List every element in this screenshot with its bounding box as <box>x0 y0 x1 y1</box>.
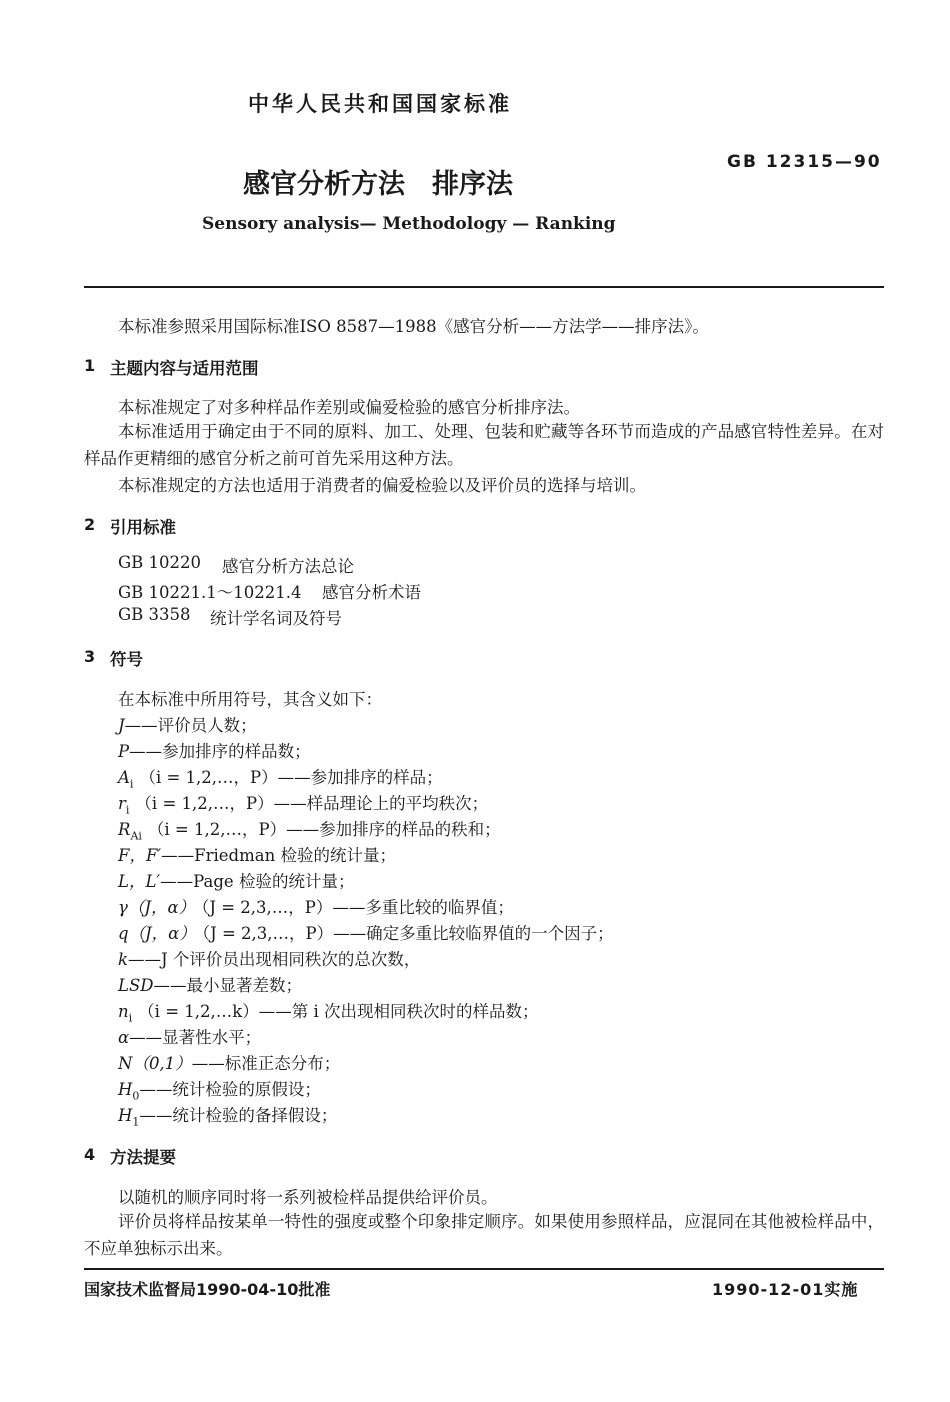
symbol-description: ——参加排序的样品数； <box>129 742 311 761</box>
footer-rule <box>84 1268 884 1270</box>
symbol-condition: （i = 1,2,…，P） <box>135 794 274 813</box>
symbol: L，L′ <box>118 872 161 891</box>
symbol-subscript: Ai <box>130 829 142 843</box>
symbol-description: ——第 i 次出现相同秩次时的样品数； <box>258 1002 539 1021</box>
symbol-entry <box>118 920 614 944</box>
section-1-paragraph: 本标准规定的方法也适用于消费者的偏爱检验以及评价员的选择与培训。 <box>118 476 646 495</box>
document-title-cn: 感官分析方法 排序法 <box>243 169 513 200</box>
document-title-en: Sensory analysis— Methodology — Ranking <box>202 214 616 234</box>
symbol-description: ——统计检验的原假设； <box>139 1080 321 1099</box>
section-1-paragraph: 本标准适用于确定由于不同的原料、加工、处理、包装和贮藏等各环节而造成的产品感官特性差异。在对样品作更精细的感官分析之前可首先采用这种方法。 <box>84 422 884 468</box>
symbol-entry <box>118 1024 261 1048</box>
symbol-description: ——确定多重比较临界值的一个因子； <box>333 924 614 943</box>
symbol-condition: （J = 2,3,…，P） <box>201 898 333 917</box>
symbol: γ（J，α） <box>118 898 196 917</box>
header-rule <box>84 286 884 288</box>
section-1-number: 1 <box>84 356 96 375</box>
symbol: H <box>118 1106 133 1125</box>
symbol-entry <box>118 816 501 842</box>
symbol-subscript: 1 <box>132 1115 140 1129</box>
effective-date: 1990-12-01实施 <box>712 1280 859 1299</box>
symbol-description: ——统计检验的备择假设； <box>139 1106 338 1125</box>
symbol-entry <box>118 946 420 970</box>
symbol-entry <box>118 894 514 918</box>
symbols-lead: 在本标准中所用符号，其含义如下： <box>118 690 382 709</box>
symbol: α <box>118 1028 130 1047</box>
symbol: J <box>118 716 125 735</box>
section-2-number: 2 <box>84 515 96 534</box>
symbol: H <box>118 1080 133 1099</box>
section-1-paragraph: 本标准规定了对多种样品作差别或偏爱检验的感官分析排序法。 <box>118 398 580 417</box>
standard-code: GB 12315—90 <box>727 152 882 172</box>
symbol-description: ——评价员人数； <box>124 716 257 735</box>
reference-code: GB 10221.1～10221.4 <box>118 583 302 602</box>
symbol-description: ——Friedman 检验的统计量； <box>161 846 396 865</box>
symbol: n <box>118 1002 129 1021</box>
symbol-entry <box>118 712 257 736</box>
symbol-subscript: i <box>129 777 134 791</box>
symbol: LSD <box>118 976 154 995</box>
symbol-subscript: i <box>128 1011 133 1025</box>
symbol-description: ——样品理论上的平均秩次； <box>273 794 489 813</box>
symbol-entry <box>118 998 539 1024</box>
symbol: q（J，α） <box>118 924 196 943</box>
symbol-entry <box>118 1076 321 1102</box>
symbol-condition: （i = 1,2,…k） <box>138 1002 259 1021</box>
symbol-description: ——多重比较的临界值； <box>332 898 514 917</box>
section-4-paragraph: 以随机的顺序同时将一系列被检样品提供给评价员。 <box>118 1188 498 1207</box>
reference-name: 感官分析方法总论 <box>222 557 354 576</box>
symbol: A <box>118 768 130 787</box>
symbol-subscript: 0 <box>132 1089 140 1103</box>
symbol-entry <box>118 868 354 892</box>
symbol-condition: （i = 1,2,…，P） <box>139 768 278 787</box>
symbol: P <box>118 742 130 761</box>
symbol-description: ——显著性水平； <box>129 1028 262 1047</box>
symbol-description: ——参加排序的样品； <box>277 768 443 787</box>
symbol-entry <box>118 1102 337 1128</box>
symbol-entry <box>118 1050 340 1074</box>
symbol-subscript: i <box>125 803 130 817</box>
symbol-entry <box>118 790 488 816</box>
reference-code: GB 10220 <box>118 553 202 572</box>
symbol: r <box>118 794 126 813</box>
symbol-description: ——最小显著差数； <box>153 976 302 995</box>
symbol: F，F′ <box>118 846 162 865</box>
symbol-description: ——Page 检验的统计量； <box>160 872 355 891</box>
symbol: R <box>118 820 131 839</box>
reference-name: 统计学名词及符号 <box>210 609 342 628</box>
symbol-entry <box>118 972 302 996</box>
approval-note: 国家技术监督局1990-04-10批准 <box>84 1280 331 1299</box>
section-2-title: 引用标准 <box>110 518 176 537</box>
section-4-number: 4 <box>84 1145 96 1164</box>
intro-text: 本标准参照采用国际标准ISO 8587—1988《感官分析——方法学——排序法》。 <box>118 317 709 336</box>
section-3-title: 符号 <box>110 650 143 669</box>
symbol-description: ——标准正态分布； <box>191 1054 341 1073</box>
symbol-condition: （i = 1,2,…，P） <box>147 820 287 839</box>
section-4-title: 方法提要 <box>110 1148 176 1167</box>
reference-name: 感官分析术语 <box>322 583 421 602</box>
section-4-paragraph: 评价员将样品按某单一特性的强度或整个印象排定顺序。如果使用参照样品，应混同在其他被检样品中，不应单独标示出来。 <box>84 1212 884 1258</box>
section-3-number: 3 <box>84 647 96 666</box>
symbol-description: ——J 个评价员出现相同秩次的总次数， <box>128 950 421 969</box>
symbol-entry <box>118 738 311 762</box>
national-standard-heading: 中华人民共和国国家标准 <box>248 92 512 116</box>
symbol-description: ——参加排序的样品的秩和； <box>286 820 501 839</box>
symbol-entry <box>118 764 443 790</box>
symbol: N（0,1） <box>118 1054 192 1073</box>
symbol: k <box>118 950 128 969</box>
symbol-entry <box>118 842 396 866</box>
section-1-title: 主题内容与适用范围 <box>110 359 259 378</box>
reference-code: GB 3358 <box>118 605 191 624</box>
symbol-condition: （J = 2,3,…，P） <box>201 924 334 943</box>
